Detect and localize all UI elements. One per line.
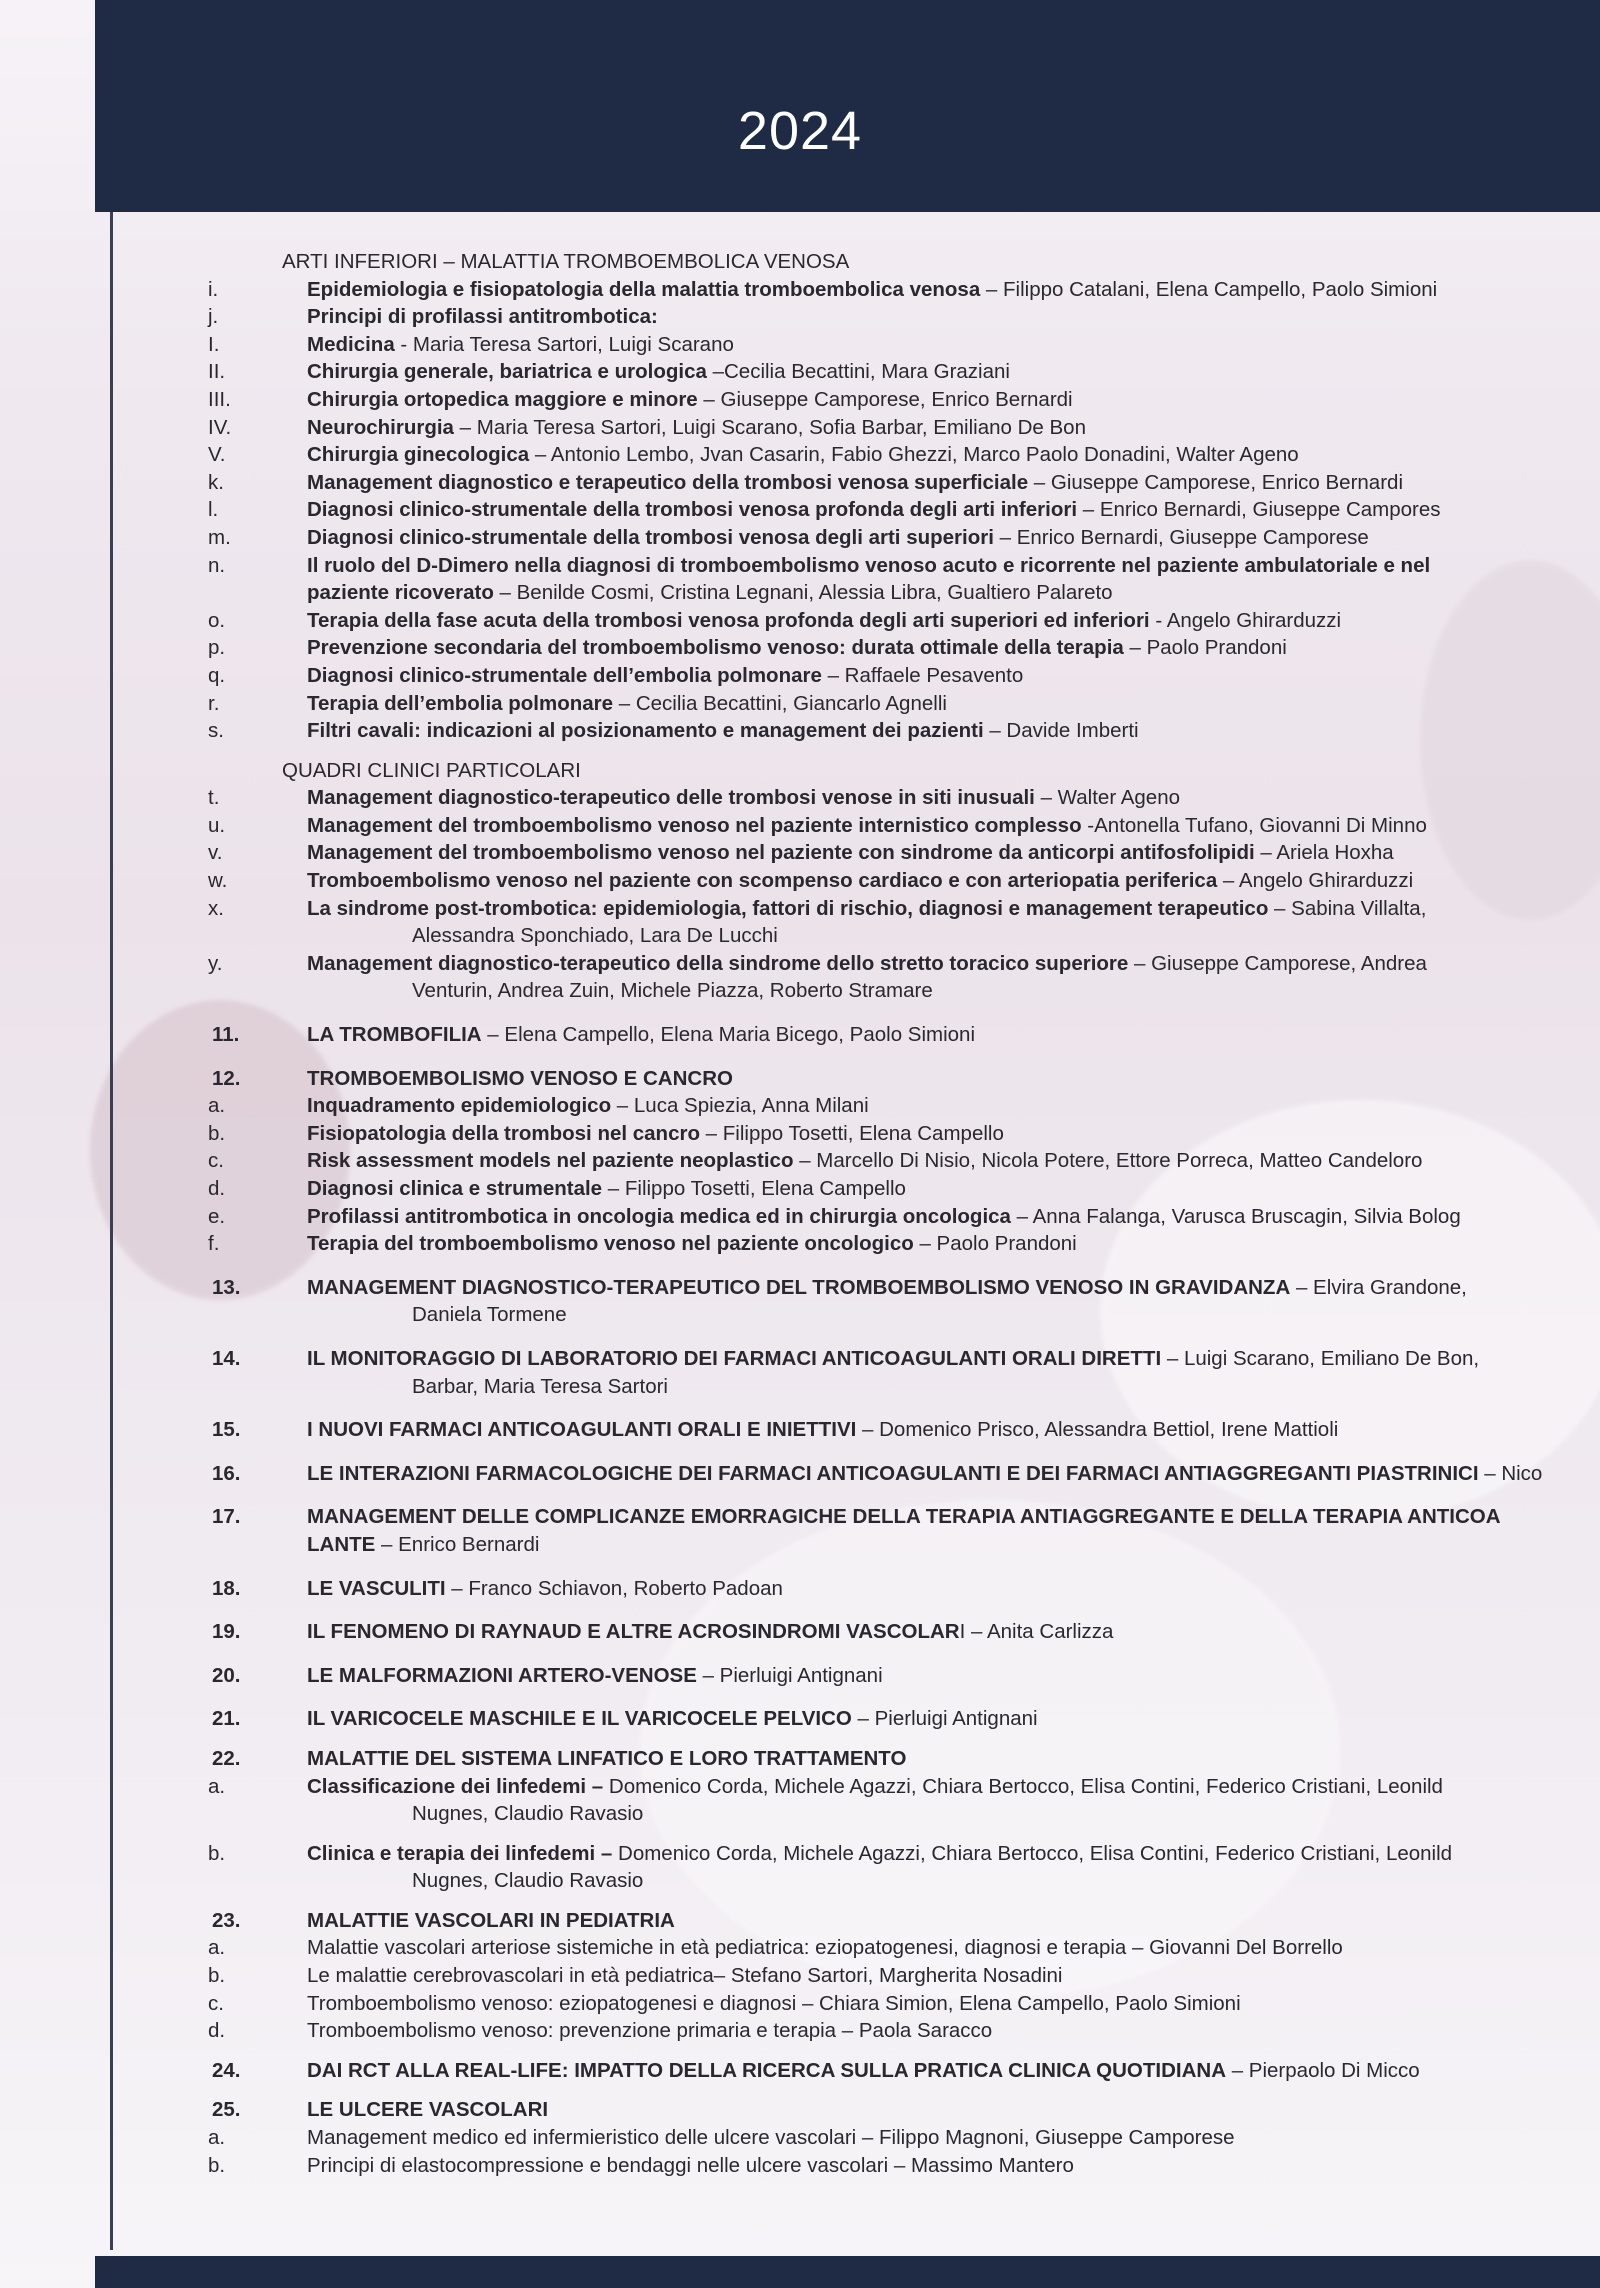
entry-title: Risk assessment models nel paziente neoplastico <box>307 1149 794 1173</box>
spacer <box>0 745 1600 757</box>
toc-entry <box>0 524 1600 552</box>
spacer <box>0 1400 1600 1416</box>
entry-title: Diagnosi clinico-strumentale della trombosi venosa profonda degli arti inferiori <box>307 498 1078 522</box>
entry-authors: – Marcello Di Nisio, Nicola Potere, Ettore Porreca, Matteo Candeloro <box>793 1149 1423 1173</box>
entry-title: MALATTIE DEL SISTEMA LINFATICO E LORO TRATTAMENTO <box>307 1746 907 1770</box>
entry-authors: – Pierpaolo Di Micco <box>1226 2058 1420 2082</box>
continuation-text: Nugnes, Claudio Ravasio <box>412 1802 644 1826</box>
entry-title: IL VARICOCELE MASCHILE E IL VARICOCELE PELVICO <box>307 1707 852 1731</box>
entry-authors: Tromboembolismo venoso: eziopatogenesi e diagnosi – Chiara Simion, Elena Campello, Paolo Simioni <box>307 1991 1241 2015</box>
spacer <box>0 2045 1600 2057</box>
entry-text <box>307 2124 1235 2152</box>
entry-authors: – Antonio Lembo, Jvan Casarin, Fabio Ghezzi, Marco Paolo Donadini, Walter Ageno <box>529 443 1299 467</box>
footer-band <box>95 2256 1600 2288</box>
entry-text <box>307 1990 1241 2018</box>
entry-number: b. <box>208 1964 226 1988</box>
entry-number: 16. <box>212 1461 241 1485</box>
entry-text <box>307 1092 869 1120</box>
entry-authors: -Antonella Tufano, Giovanni Di Minno <box>1081 813 1427 837</box>
entry-authors: – Luca Spiezia, Anna Milani <box>611 1094 869 1118</box>
entry-authors: - Maria Teresa Sartori, Luigi Scarano <box>394 332 734 356</box>
entry-number: v. <box>208 841 223 865</box>
entry-number: y. <box>208 951 223 975</box>
entry-number: k. <box>208 470 224 494</box>
entry-authors: – Ariela Hoxha <box>1254 841 1394 865</box>
entry-text <box>307 496 1441 524</box>
entry-text <box>307 1934 1343 1962</box>
entry-text <box>307 1147 1422 1175</box>
entry-number: 24. <box>212 2058 241 2082</box>
entry-authors: – Filippo Tosetti, Elena Campello <box>602 1177 906 1200</box>
entry-authors: – Maria Teresa Sartori, Luigi Scarano, Sofia Barbar, Emiliano De Bon <box>453 415 1086 439</box>
chapter-entry <box>0 1416 1600 1444</box>
toc-entry <box>0 1962 1600 1990</box>
entry-number: 20. <box>212 1663 241 1687</box>
toc-entry <box>0 1990 1600 2018</box>
toc-row <box>0 1867 1600 1895</box>
entry-number: o. <box>208 608 226 632</box>
entry-number: f. <box>208 1232 220 1256</box>
entry-authors: – Giuseppe Camporese, Andrea <box>1128 951 1427 975</box>
entry-title: Management diagnostico-terapeutico della sindrome dello stretto toracico superiore <box>307 951 1129 975</box>
chapter-entry <box>0 1274 1600 1302</box>
toc-entry <box>0 784 1600 812</box>
entry-text <box>307 1745 906 1773</box>
chapter-entry <box>0 1705 1600 1733</box>
entry-text <box>307 690 947 718</box>
chapter-entry <box>0 1575 1600 1603</box>
spacer <box>0 1828 1600 1840</box>
entry-title: Management diagnostico-terapeutico delle trombosi venose in siti inusuali <box>307 786 1035 810</box>
entry-text <box>307 2096 548 2124</box>
entry-authors: – Franco Schiavon, Roberto Padoan <box>445 1576 783 1600</box>
chapter-entry <box>0 1618 1600 1646</box>
entry-title: Chirurgia ginecologica <box>307 443 530 467</box>
entry-number: I. <box>208 332 220 356</box>
entry-text <box>307 1962 1062 1990</box>
entry-text <box>307 1705 1038 1733</box>
entry-authors: – Cecilia Becattini, Giancarlo Agnelli <box>613 691 947 715</box>
entry-text <box>307 1175 906 1203</box>
toc-entry <box>0 1531 1600 1559</box>
entry-title: Management del tromboembolismo venoso nel paziente con sindrome da anticorpi antifosfolipidi <box>307 841 1255 865</box>
entry-text <box>307 839 1394 867</box>
chapter-entry <box>0 1345 1600 1373</box>
entry-authors: – Enrico Bernardi, Giuseppe Camporese <box>993 525 1369 549</box>
entry-text <box>307 579 1113 607</box>
entry-number: 18. <box>212 1576 241 1600</box>
toc-entry <box>0 303 1600 331</box>
entry-title: Diagnosi clinico-strumentale dell’embolia polmonare <box>307 663 822 687</box>
entry-title: Management del tromboembolismo venoso nel paziente internistico complesso <box>307 813 1082 837</box>
entry-text <box>307 1575 783 1603</box>
entry-title: LA TROMBOFILIA <box>307 1023 482 1047</box>
toc-entry <box>0 1230 1600 1258</box>
toc-entry <box>0 552 1600 580</box>
toc-entry <box>0 386 1600 414</box>
entry-authors: – Giuseppe Camporese, Enrico Bernardi <box>697 387 1073 411</box>
entry-title: Medicina <box>307 332 395 356</box>
entry-title: LE VASCULITI <box>307 1576 446 1600</box>
chapter-entry <box>0 1460 1600 1488</box>
entry-number: u. <box>208 813 226 837</box>
entry-number: e. <box>208 1204 226 1228</box>
entry-title: Terapia dell’embolia polmonare <box>307 691 614 715</box>
entry-authors: – Elena Campello, Elena Maria Bicego, Paolo Simioni <box>481 1023 976 1047</box>
toc-entry <box>0 579 1600 607</box>
entry-authors: – Nico <box>1478 1461 1543 1485</box>
entry-authors: Malattie vascolari arteriose sistemiche in età pediatrica: eziopatogenesi, diagnosi e terapia – Giovanni Del Borrello <box>307 1936 1343 1960</box>
entry-number: 15. <box>212 1418 241 1442</box>
entry-text <box>307 552 1430 580</box>
entry-authors: – Elvira Grandone, <box>1290 1275 1467 1299</box>
entry-number: 17. <box>212 1505 241 1529</box>
entry-text <box>307 1230 1077 1258</box>
continuation-text: Alessandra Sponchiado, Lara De Lucchi <box>412 924 778 948</box>
chapter-entry <box>0 2057 1600 2085</box>
entry-number: III. <box>208 387 231 411</box>
chapter-entry <box>0 1907 1600 1935</box>
entry-text <box>307 1773 1443 1801</box>
entry-number: c. <box>208 1149 224 1173</box>
entry-text <box>307 1274 1467 1302</box>
entry-text <box>307 1345 1479 1373</box>
entry-title: MALATTIE VASCOLARI IN PEDIATRIA <box>307 1908 675 1932</box>
entry-text <box>307 2017 992 2045</box>
toc-entry <box>0 662 1600 690</box>
entry-text <box>307 812 1427 840</box>
continuation-text: Daniela Tormene <box>412 1303 567 1327</box>
entry-number: 23. <box>212 1908 241 1932</box>
entry-number: 11. <box>212 1023 240 1047</box>
entry-number: IV. <box>208 415 232 439</box>
toc-entry <box>0 331 1600 359</box>
entry-number: V. <box>208 443 226 467</box>
entry-number: b. <box>208 2153 226 2177</box>
spacer <box>0 1258 1600 1274</box>
chapter-entry <box>0 1662 1600 1690</box>
entry-authors: – Paolo Prandoni <box>1123 636 1287 660</box>
entry-text <box>307 358 1010 386</box>
spacer <box>0 1895 1600 1907</box>
entry-number: n. <box>208 553 226 577</box>
entry-number: r. <box>208 691 220 715</box>
entry-authors: – Sabina Villalta, <box>1268 896 1427 920</box>
entry-title: IL FENOMENO DI RAYNAUD E ALTRE ACROSINDROMI VASCOLAR <box>307 1620 960 1644</box>
entry-authors: – Giuseppe Camporese, Enrico Bernardi <box>1028 470 1403 494</box>
toc-entry <box>0 2124 1600 2152</box>
entry-title: Filtri cavali: indicazioni al posizionamento e management dei pazienti <box>307 719 984 743</box>
toc-row <box>0 977 1600 1005</box>
entry-title: Chirurgia ortopedica maggiore e minore <box>307 387 698 411</box>
entry-authors: – Walter Ageno <box>1034 786 1180 810</box>
entry-text <box>307 441 1299 469</box>
spacer <box>0 1049 1600 1065</box>
entry-text <box>307 1065 733 1093</box>
toc-entry <box>0 469 1600 497</box>
chapter-entry <box>0 1021 1600 1049</box>
entry-authors: I – Anita Carlizza <box>959 1620 1114 1644</box>
entry-title: Inquadramento epidemiologico <box>307 1094 612 1118</box>
section-heading <box>0 248 1600 276</box>
entry-authors: – Raffaele Pesavento <box>821 663 1024 687</box>
entry-title: Fisiopatologia della trombosi nel cancro <box>307 1121 700 1145</box>
entry-title: paziente ricoverato <box>307 581 494 605</box>
toc-row <box>0 922 1600 950</box>
entry-text <box>307 607 1341 635</box>
entry-authors: – Filippo Catalani, Elena Campello, Paolo Simioni <box>980 277 1438 301</box>
toc-entry <box>0 2017 1600 2045</box>
entry-number: l. <box>208 498 219 522</box>
entry-number: d. <box>208 1177 226 1200</box>
continuation-text: Barbar, Maria Teresa Sartori <box>412 1374 668 1398</box>
entry-title: Management diagnostico e terapeutico della trombosi venosa superficiale <box>307 470 1029 494</box>
entry-text <box>307 950 1427 978</box>
toc-entry <box>0 895 1600 923</box>
entry-authors: Domenico Corda, Michele Agazzi, Chiara Bertocco, Elisa Contini, Federico Cristiani, Leonild <box>603 1774 1443 1798</box>
entry-authors: – Pierluigi Antignani <box>851 1707 1038 1731</box>
entry-title: LE ULCERE VASCOLARI <box>307 2098 549 2122</box>
entry-text <box>307 524 1369 552</box>
continuation-text: Venturin, Andrea Zuin, Michele Piazza, Roberto Stramare <box>412 979 933 1003</box>
entry-number: a. <box>208 1094 226 1118</box>
toc-entry <box>0 607 1600 635</box>
entry-authors: Tromboembolismo venoso: prevenzione primaria e terapia – Paola Saracco <box>307 2019 993 2043</box>
toc-entry <box>0 867 1600 895</box>
entry-title: Diagnosi clinico-strumentale della trombosi venosa degli arti superiori <box>307 525 994 549</box>
entry-number: b. <box>208 1841 226 1865</box>
entry-number: II. <box>208 360 226 384</box>
continuation-text: Nugnes, Claudio Ravasio <box>412 1869 644 1893</box>
entry-title: Chirurgia generale, bariatrica e urologica <box>307 360 707 384</box>
chapter-entry <box>0 1745 1600 1773</box>
toc-entry <box>0 2152 1600 2180</box>
entry-authors: –Cecilia Becattini, Mara Graziani <box>706 360 1010 384</box>
entry-text <box>307 2057 1420 2085</box>
section-title: QUADRI CLINICI PARTICOLARI <box>282 758 581 782</box>
toc-entry <box>0 441 1600 469</box>
table-of-contents <box>0 248 1600 2179</box>
entry-text <box>307 1662 883 1690</box>
spacer <box>0 1487 1600 1503</box>
entry-number: 19. <box>212 1620 241 1644</box>
entry-authors: Principi di elastocompressione e bendaggi nelle ulcere vascolari – Massimo Mantero <box>307 2153 1074 2177</box>
entry-text <box>307 1021 975 1049</box>
entry-title: Tromboembolismo venoso nel paziente con scompenso cardiaco e con arteriopatia periferica <box>307 869 1218 893</box>
toc-entry <box>0 358 1600 386</box>
entry-number: 25. <box>212 2098 241 2122</box>
entry-title: Prevenzione secondaria del tromboembolismo venoso: durata ottimale della terapia <box>307 636 1124 660</box>
entry-authors: - Angelo Ghirarduzzi <box>1149 608 1342 632</box>
toc-entry <box>0 1203 1600 1231</box>
entry-authors: – Domenico Prisco, Alessandra Bettiol, Irene Mattioli <box>856 1418 1339 1442</box>
entry-number: q. <box>208 663 226 687</box>
spacer <box>0 1646 1600 1662</box>
entry-number: d. <box>208 2019 226 2043</box>
entry-text <box>307 1460 1542 1488</box>
entry-authors: – Enrico Bernardi, Giuseppe Campores <box>1077 498 1441 522</box>
toc-entry <box>0 414 1600 442</box>
entry-text <box>307 1416 1338 1444</box>
toc-entry <box>0 1175 1600 1203</box>
section-title: ARTI INFERIORI – MALATTIA TROMBOEMBOLICA VENOSA <box>282 250 850 273</box>
entry-text <box>307 469 1403 497</box>
entry-title: I NUOVI FARMACI ANTICOAGULANTI ORALI E INIETTIVI <box>307 1418 857 1442</box>
entry-text <box>307 1503 1501 1531</box>
entry-authors: – Pierluigi Antignani <box>696 1663 883 1687</box>
entry-title: DAI RCT ALLA REAL-LIFE: IMPATTO DELLA RICERCA SULLA PRATICA CLINICA QUOTIDIANA <box>307 2058 1227 2082</box>
spacer <box>0 1602 1600 1618</box>
entry-text <box>307 784 1180 812</box>
entry-authors: Domenico Corda, Michele Agazzi, Chiara Bertocco, Elisa Contini, Federico Cristiani, Leonild <box>612 1841 1453 1865</box>
entry-title: IL MONITORAGGIO DI LABORATORIO DEI FARMACI ANTICOAGULANTI ORALI DIRETTI <box>307 1346 1162 1370</box>
entry-authors: – Luigi Scarano, Emiliano De Bon, <box>1161 1346 1480 1370</box>
entry-authors: – Anna Falanga, Varusca Bruscagin, Silvia Bolog <box>1010 1204 1461 1228</box>
entry-text <box>307 414 1086 442</box>
toc-entry <box>0 812 1600 840</box>
entry-text <box>307 1531 539 1559</box>
toc-row <box>0 1301 1600 1329</box>
chapter-entry <box>0 1065 1600 1093</box>
toc-entry <box>0 496 1600 524</box>
entry-number: c. <box>208 1991 224 2015</box>
spacer <box>0 1733 1600 1745</box>
entry-title: Neurochirurgia <box>307 415 454 439</box>
entry-text <box>307 1840 1452 1868</box>
entry-authors: – Filippo Tosetti, Elena Campello <box>699 1121 1004 1145</box>
entry-text <box>307 386 1073 414</box>
entry-authors: – Paolo Prandoni <box>913 1232 1077 1256</box>
entry-title: Epidemiologia e fisiopatologia della malattia tromboembolica venosa <box>307 277 981 301</box>
entry-text <box>307 2152 1074 2180</box>
entry-text <box>307 634 1287 662</box>
entry-number: s. <box>208 719 224 743</box>
entry-title: Diagnosi clinica e strumentale <box>307 1177 603 1200</box>
entry-text <box>307 331 734 359</box>
entry-title: La sindrome post-trombotica: epidemiologia, fattori di rischio, diagnosi e management terapeutico <box>307 896 1269 920</box>
entry-number: 14. <box>212 1346 241 1370</box>
entry-number: j. <box>208 305 219 329</box>
spacer <box>0 1444 1600 1460</box>
entry-title: Profilassi antitrombotica in oncologia medica ed in chirurgia oncologica <box>307 1204 1011 1228</box>
toc-entry <box>0 1840 1600 1868</box>
toc-entry <box>0 1934 1600 1962</box>
entry-authors: Le malattie cerebrovascolari in età pediatrica– Stefano Sartori, Margherita Nosadini <box>307 1964 1063 1988</box>
entry-title: LANTE <box>307 1532 376 1556</box>
entry-text <box>307 867 1413 895</box>
entry-number: t. <box>208 786 220 810</box>
entry-number: a. <box>208 1936 226 1960</box>
toc-row <box>0 1800 1600 1828</box>
entry-number: 12. <box>212 1066 241 1090</box>
toc-entry <box>0 1092 1600 1120</box>
entry-text <box>307 1203 1461 1231</box>
entry-title: TROMBOEMBOLISMO VENOSO E CANCRO <box>307 1066 733 1090</box>
spacer <box>0 2084 1600 2096</box>
entry-title: Principi di profilassi antitrombotica: <box>307 305 658 329</box>
entry-number: 21. <box>212 1707 241 1731</box>
toc-entry <box>0 690 1600 718</box>
entry-authors: – Enrico Bernardi <box>375 1532 540 1556</box>
entry-number: w. <box>208 869 228 893</box>
entry-number: a. <box>208 1774 226 1798</box>
toc-entry <box>0 950 1600 978</box>
entry-number: b. <box>208 1121 226 1145</box>
section-heading <box>0 757 1600 785</box>
entry-title: Clinica e terapia dei linfedemi – <box>307 1841 613 1865</box>
toc-entry <box>0 717 1600 745</box>
entry-text <box>307 662 1023 690</box>
entry-number: a. <box>208 2126 226 2150</box>
entry-number: i. <box>208 277 219 301</box>
toc-entry <box>0 1773 1600 1801</box>
spacer <box>0 1689 1600 1705</box>
entry-text <box>307 276 1437 304</box>
entry-title: Il ruolo del D-Dimero nella diagnosi di tromboembolismo venoso acuto e ricorrente nel paziente ambulatoriale e nel <box>307 553 1431 577</box>
entry-number: 22. <box>212 1746 241 1770</box>
toc-entry <box>0 1120 1600 1148</box>
entry-title: LE MALFORMAZIONI ARTERO-VENOSE <box>307 1663 697 1687</box>
entry-authors: – Angelo Ghirarduzzi <box>1217 869 1414 893</box>
entry-title: Terapia del tromboembolismo venoso nel paziente oncologico <box>307 1232 914 1256</box>
chapter-entry <box>0 2096 1600 2124</box>
entry-number: 13. <box>212 1275 241 1299</box>
spacer <box>0 1559 1600 1575</box>
toc-entry <box>0 276 1600 304</box>
entry-number: p. <box>208 636 226 660</box>
entry-title: MANAGEMENT DELLE COMPLICANZE EMORRAGICHE DELLA TERAPIA ANTIAGGREGANTE E DELLA TERAPIA ANTICOA <box>307 1505 1501 1529</box>
year-title: 2024 <box>737 101 863 161</box>
entry-title: MANAGEMENT DIAGNOSTICO-TERAPEUTICO DEL TROMBOEMBOLISMO VENOSO IN GRAVIDANZA <box>307 1275 1291 1299</box>
entry-title: Classificazione dei linfedemi – <box>307 1774 604 1798</box>
entry-authors: Management medico ed infermieristico delle ulcere vascolari – Filippo Magnoni, Giuseppe Camporese <box>307 2126 1235 2150</box>
spacer <box>0 1329 1600 1345</box>
entry-title: Terapia della fase acuta della trombosi venosa profonda degli arti superiori ed inferiori <box>307 608 1150 632</box>
entry-text <box>307 1907 675 1935</box>
entry-text <box>307 717 1139 745</box>
toc-entry <box>0 1147 1600 1175</box>
entry-text <box>307 303 658 331</box>
entry-text <box>307 1120 1004 1148</box>
entry-title: LE INTERAZIONI FARMACOLOGICHE DEI FARMACI ANTICOAGULANTI E DEI FARMACI ANTIAGGREGANTI PIASTRINICI <box>307 1461 1479 1485</box>
toc-entry <box>0 839 1600 867</box>
entry-authors: – Davide Imberti <box>983 719 1139 743</box>
entry-authors: – Benilde Cosmi, Cristina Legnani, Alessia Libra, Gualtiero Palareto <box>493 581 1113 605</box>
spacer <box>0 1005 1600 1021</box>
toc-row <box>0 1373 1600 1401</box>
entry-text <box>307 895 1426 923</box>
entry-text <box>307 1618 1113 1646</box>
chapter-entry <box>0 1503 1600 1531</box>
entry-number: x. <box>208 896 224 920</box>
toc-entry <box>0 634 1600 662</box>
entry-number: m. <box>208 525 231 549</box>
